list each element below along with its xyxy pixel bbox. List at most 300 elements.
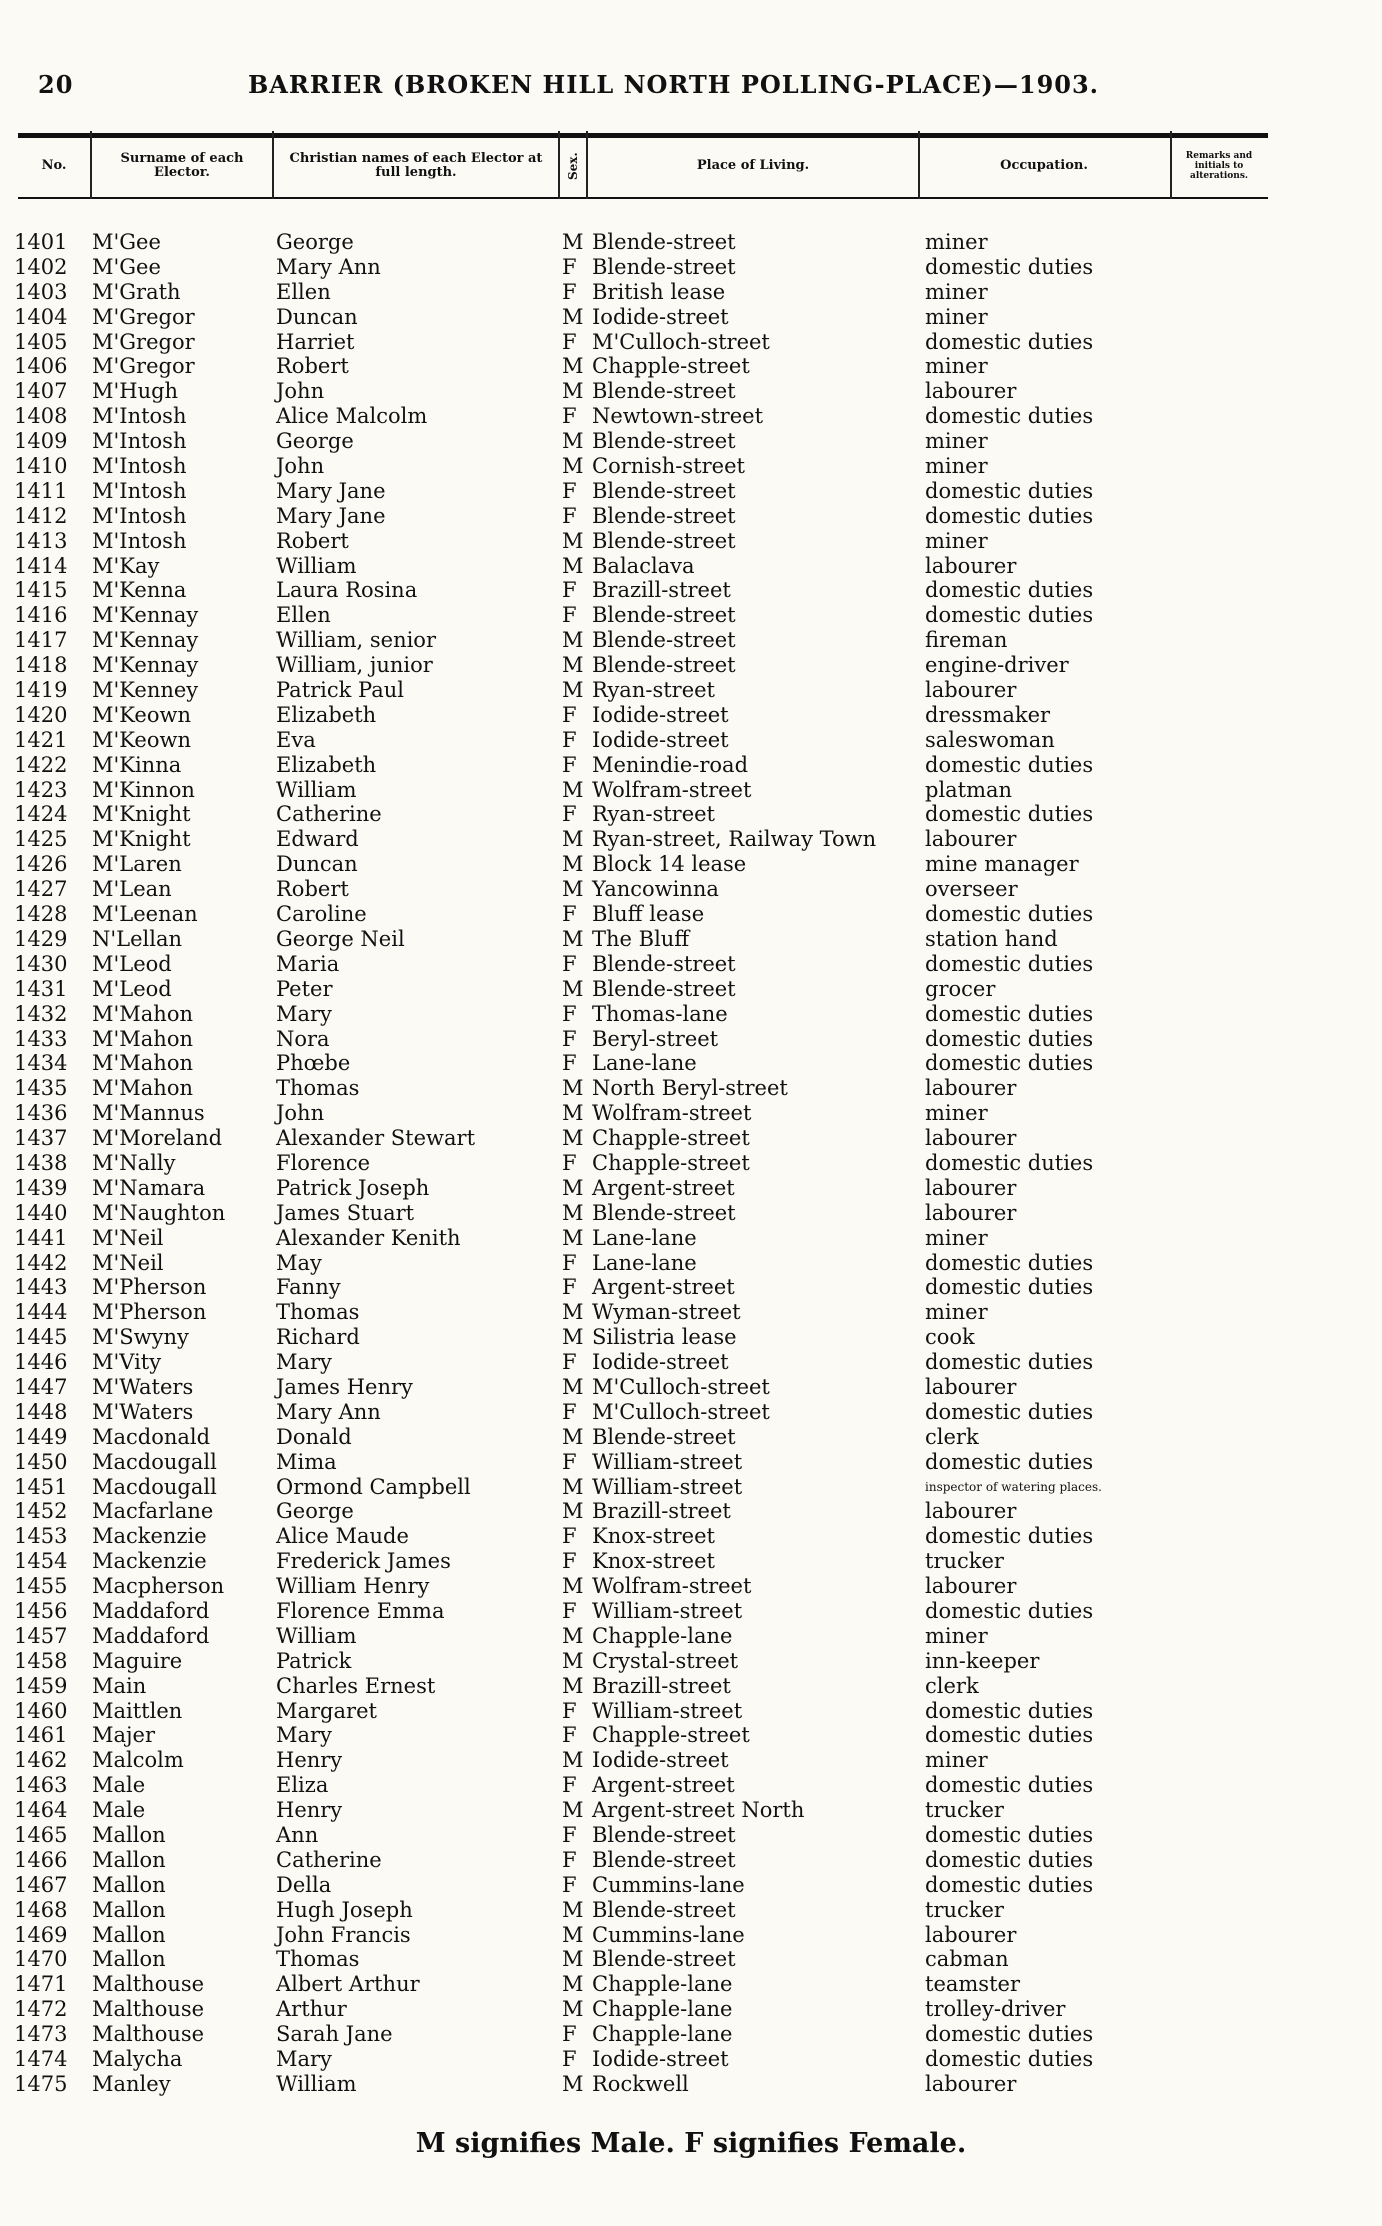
elector-occupation: domestic duties [925,1350,1094,1375]
header-rule-top [18,133,1268,138]
elector-number: 1452 [14,1499,68,1524]
column-header-no: No. [41,158,67,173]
elector-place-of-living: Knox-street [592,1549,715,1574]
elector-sex: M [562,777,584,802]
elector-sex: F [562,2022,577,2047]
elector-number: 1408 [14,404,68,429]
table-row [0,230,1382,255]
elector-surname: Maddaford [92,1623,210,1648]
table-row [0,1201,1382,1226]
elector-place-of-living: Blende-street [592,230,736,254]
elector-surname: M'Hugh [92,379,179,404]
column-header-place-of-living: Place of Living. [696,158,810,173]
table-row [0,902,1382,927]
column-divider [90,131,92,199]
elector-sex: M [562,827,584,852]
elector-surname: M'Keown [92,702,191,727]
table-row [0,2072,1382,2097]
elector-christian-names: Laura Rosina [276,578,418,603]
elector-christian-names: Robert [276,528,349,553]
elector-sex: M [562,1424,584,1449]
elector-number: 1423 [14,777,68,802]
elector-sex: M [562,1972,584,1997]
elector-christian-names: George Neil [276,926,405,951]
table-row [0,628,1382,653]
elector-occupation: labourer [925,1076,1017,1101]
elector-number: 1442 [14,1250,68,1275]
elector-christian-names: Eliza [276,1773,329,1798]
elector-christian-names: Sarah Jane [276,2022,393,2047]
elector-occupation: domestic duties [925,2022,1094,2047]
elector-surname: Malthouse [92,1972,205,1997]
elector-occupation: miner [925,1225,988,1250]
table-row [0,1524,1382,1549]
table-row [0,554,1382,579]
elector-place-of-living: Iodide-street [592,1350,729,1375]
elector-number: 1407 [14,379,68,404]
elector-place-of-living: Blende-street [592,628,736,653]
elector-surname: M'Kinnon [92,777,195,802]
elector-christian-names: Ormond Campbell [276,1474,471,1499]
elector-number: 1409 [14,429,68,454]
elector-number: 1405 [14,329,68,354]
elector-occupation: clerk [925,1424,979,1449]
elector-place-of-living: William-street [592,1598,743,1623]
elector-place-of-living: Blende-street [592,503,736,528]
table-row [0,1076,1382,1101]
elector-christian-names: William [276,777,357,802]
elector-christian-names: Della [276,1872,332,1897]
elector-place-of-living: Chapple-lane [592,1997,733,2022]
elector-place-of-living: Blende-street [592,976,736,1001]
elector-christian-names: Alice Malcolm [276,404,428,429]
elector-number: 1467 [14,1872,68,1897]
elector-number: 1440 [14,1200,68,1225]
table-row [0,429,1382,454]
elector-sex: M [562,354,584,379]
elector-place-of-living: Blende-street [592,951,736,976]
elector-place-of-living: Iodide-street [592,727,729,752]
elector-surname: M'Gee [92,230,161,254]
table-row [0,1549,1382,1574]
elector-occupation: domestic duties [925,1524,1094,1549]
elector-surname: Majer [92,1723,155,1748]
elector-christian-names: Phœbe [276,1051,351,1076]
elector-occupation: domestic duties [925,1847,1094,1872]
elector-number: 1457 [14,1623,68,1648]
elector-place-of-living: Blende-street [592,254,736,279]
elector-number: 1465 [14,1823,68,1847]
elector-christian-names: Robert [276,877,349,902]
elector-surname: M'Mahon [92,1051,193,1076]
elector-occupation: trucker [925,1549,1004,1574]
page-number: 20 [38,70,74,99]
elector-surname: M'Gregor [92,354,195,379]
elector-number: 1437 [14,1126,68,1151]
elector-surname: M'Leod [92,951,172,976]
elector-place-of-living: Chapple-street [592,1126,750,1151]
elector-place-of-living: Lane-lane [592,1051,697,1076]
elector-occupation: miner [925,528,988,553]
elector-number: 1454 [14,1549,68,1574]
table-row [0,529,1382,554]
elector-christian-names: Patrick Joseph [276,1175,430,1200]
column-header-christian-names: Christian names of each Elector at full length. [289,151,543,180]
table-row [0,1325,1382,1350]
table-row [0,1649,1382,1674]
elector-sex: F [562,1872,577,1897]
table-row [0,1425,1382,1450]
table-row [0,778,1382,803]
elector-place-of-living: Blende-street [592,1897,736,1922]
elector-sex: F [562,2047,577,2072]
elector-sex: M [562,1897,584,1922]
elector-sex: F [562,1350,577,1375]
table-row [0,877,1382,902]
elector-surname: M'Gee [92,254,161,279]
elector-sex: M [562,1374,584,1399]
table-row [0,1475,1382,1500]
elector-occupation: labourer [925,1200,1017,1225]
elector-number: 1431 [14,976,68,1001]
table-row [0,2047,1382,2072]
elector-place-of-living: Chapple-street [592,1723,750,1748]
elector-surname: M'Intosh [92,528,187,553]
table-row [0,354,1382,379]
elector-christian-names: Edward [276,827,359,852]
elector-surname: M'Gregor [92,304,195,329]
elector-sex: F [562,1773,577,1798]
elector-occupation: labourer [925,1574,1017,1599]
elector-christian-names: Richard [276,1325,360,1350]
elector-surname: M'Pherson [92,1300,207,1325]
elector-surname: Malycha [92,2047,183,2072]
elector-number: 1441 [14,1225,68,1250]
elector-sex: F [562,1001,577,1026]
elector-christian-names: Mima [276,1449,337,1474]
elector-place-of-living: Brazill-street [592,1499,731,1524]
elector-occupation: labourer [925,678,1017,703]
table-row [0,603,1382,628]
elector-place-of-living: Iodide-street [592,304,729,329]
table-row [0,1126,1382,1151]
elector-number: 1421 [14,727,68,752]
elector-christian-names: Arthur [276,1997,347,2022]
elector-occupation: platman [925,777,1013,802]
table-row [0,255,1382,280]
elector-place-of-living: Beryl-street [592,1026,719,1051]
elector-place-of-living: Silistria lease [592,1325,737,1350]
elector-surname: M'Moreland [92,1126,223,1151]
elector-number: 1422 [14,752,68,777]
elector-sex: M [562,877,584,902]
elector-number: 1472 [14,1997,68,2022]
elector-occupation: inn-keeper [925,1648,1040,1673]
elector-occupation: labourer [925,379,1017,404]
column-divider [918,131,920,199]
elector-number: 1403 [14,279,68,304]
elector-sex: F [562,603,577,628]
elector-occupation: domestic duties [925,1723,1094,1748]
table-row [0,1027,1382,1052]
elector-sex: F [562,702,577,727]
elector-number: 1418 [14,653,68,678]
elector-occupation: domestic duties [925,1598,1094,1623]
elector-sex: F [562,1598,577,1623]
elector-surname: Macdougall [92,1474,217,1499]
elector-sex: F [562,329,577,354]
elector-number: 1470 [14,1947,68,1972]
header-rule-bottom [18,197,1268,199]
elector-surname: Mackenzie [92,1549,207,1574]
elector-christian-names: William, junior [276,653,433,678]
elector-place-of-living: Argent-street [592,1275,735,1300]
elector-christian-names: Nora [276,1026,330,1051]
elector-sex: M [562,1748,584,1773]
elector-sex: M [562,1798,584,1823]
elector-surname: M'Mannus [92,1101,205,1126]
elector-place-of-living: Chapple-lane [592,2022,733,2047]
elector-christian-names: Thomas [276,1947,360,1972]
elector-surname: M'Kennay [92,628,199,653]
elector-place-of-living: Cummins-lane [592,1872,745,1897]
elector-occupation: miner [925,429,988,454]
elector-surname: Macdonald [92,1424,211,1449]
elector-sex: F [562,727,577,752]
elector-christian-names: George [276,1499,354,1524]
elector-occupation: fireman [925,628,1008,653]
elector-place-of-living: Yancowinna [592,877,719,902]
elector-christian-names: Margaret [276,1698,377,1723]
elector-surname: Mallon [92,1922,166,1947]
table-row [0,330,1382,355]
elector-sex: F [562,1847,577,1872]
elector-sex: F [562,1051,577,1076]
sex-legend-footer: M signifies Male. F signifies Female. [415,2128,967,2159]
elector-christian-names: Hugh Joseph [276,1897,413,1922]
table-row [0,1699,1382,1724]
elector-occupation: domestic duties [925,503,1094,528]
elector-occupation: teamster [925,1972,1020,1997]
elector-surname: M'Intosh [92,478,187,503]
elector-place-of-living: The Bluff [592,926,690,951]
elector-christian-names: Mary [276,1350,332,1375]
elector-place-of-living: Blende-street [592,1200,736,1225]
elector-place-of-living: Balaclava [592,553,695,578]
elector-sex: M [562,1225,584,1250]
table-row [0,1624,1382,1649]
elector-surname: M'Neil [92,1250,164,1275]
elector-christian-names: Mary Jane [276,503,386,528]
elector-place-of-living: Wolfram-street [592,1101,752,1126]
elector-surname: M'Waters [92,1374,194,1399]
elector-sex: M [562,1574,584,1599]
table-row [0,1151,1382,1176]
table-row [0,1873,1382,1898]
elector-christian-names: Mary Ann [276,1399,381,1424]
elector-occupation: domestic duties [925,1773,1094,1798]
elector-occupation: domestic duties [925,951,1094,976]
elector-surname: Mallon [92,1947,166,1972]
elector-sex: F [562,404,577,429]
elector-surname: M'Knight [92,827,191,852]
elector-christian-names: Elizabeth [276,702,377,727]
table-row [0,802,1382,827]
elector-surname: Malthouse [92,1997,205,2022]
elector-surname: M'Mahon [92,1001,193,1026]
elector-place-of-living: William-street [592,1698,743,1723]
elector-surname: Manley [92,2071,171,2096]
elector-place-of-living: Ryan-street [592,678,715,703]
elector-occupation: miner [925,454,988,479]
elector-surname: Male [92,1798,146,1823]
table-row [0,927,1382,952]
elector-surname: Maddaford [92,1598,210,1623]
elector-sex: M [562,628,584,653]
elector-surname: M'Kenney [92,678,199,703]
elector-number: 1435 [14,1076,68,1101]
table-row [0,1499,1382,1524]
elector-surname: Maguire [92,1648,183,1673]
elector-christian-names: May [276,1250,322,1275]
elector-surname: Macfarlane [92,1499,214,1524]
elector-number: 1444 [14,1300,68,1325]
elector-place-of-living: Ryan-street [592,802,715,827]
elector-number: 1446 [14,1350,68,1375]
table-row [0,1997,1382,2022]
elector-sex: F [562,279,577,304]
elector-christian-names: Duncan [276,304,358,329]
table-row [0,728,1382,753]
elector-occupation: grocer [925,976,996,1001]
elector-sex: M [562,429,584,454]
elector-occupation: labourer [925,1175,1017,1200]
elector-number: 1473 [14,2022,68,2047]
elector-surname: M'Waters [92,1399,194,1424]
elector-occupation: domestic duties [925,1275,1094,1300]
column-header-remarks: Remarks and initials to alterations. [1185,151,1253,181]
table-row [0,1848,1382,1873]
elector-number: 1404 [14,304,68,329]
elector-christian-names: Robert [276,354,349,379]
elector-place-of-living: Lane-lane [592,1250,697,1275]
elector-number: 1420 [14,702,68,727]
elector-sex: M [562,1474,584,1499]
elector-place-of-living: Wyman-street [592,1300,741,1325]
elector-christian-names: Duncan [276,852,358,877]
elector-christian-names: Albert Arthur [276,1972,420,1997]
elector-surname: M'Neil [92,1225,164,1250]
elector-surname: Mallon [92,1847,166,1872]
elector-place-of-living: Argent-street North [592,1798,805,1823]
table-row [0,703,1382,728]
elector-sex: F [562,802,577,827]
elector-number: 1428 [14,902,68,927]
table-row [0,1275,1382,1300]
elector-occupation: station hand [925,926,1058,951]
elector-christian-names: Patrick Paul [276,678,405,703]
elector-place-of-living: Brazill-street [592,578,731,603]
elector-christian-names: Eva [276,727,316,752]
elector-occupation: trucker [925,1897,1004,1922]
elector-number: 1448 [14,1399,68,1424]
elector-surname: M'Intosh [92,503,187,528]
elector-sex: M [562,1997,584,2022]
elector-number: 1439 [14,1175,68,1200]
elector-place-of-living: Chapple-lane [592,1972,733,1997]
elector-occupation: cook [925,1325,975,1350]
table-row [0,1773,1382,1798]
table-row [0,1002,1382,1027]
elector-place-of-living: Cummins-lane [592,1922,745,1947]
elector-number: 1414 [14,553,68,578]
table-row [0,2022,1382,2047]
elector-place-of-living: Lane-lane [592,1225,697,1250]
elector-occupation: domestic duties [925,478,1094,503]
elector-number: 1456 [14,1598,68,1623]
elector-number: 1460 [14,1698,68,1723]
elector-occupation: labourer [925,2071,1017,2096]
elector-number: 1401 [14,230,68,254]
elector-surname: Macdougall [92,1449,217,1474]
elector-sex: M [562,528,584,553]
elector-sex: F [562,1150,577,1175]
elector-number: 1413 [14,528,68,553]
elector-christian-names: George [276,230,354,254]
elector-number: 1415 [14,578,68,603]
table-row [0,1972,1382,1997]
elector-occupation: miner [925,279,988,304]
elector-christian-names: Mary [276,1001,332,1026]
column-header-occupation: Occupation. [1000,158,1088,173]
table-row [0,1947,1382,1972]
elector-number: 1424 [14,802,68,827]
table-row [0,1748,1382,1773]
elector-sex: M [562,454,584,479]
elector-sex: M [562,230,584,254]
elector-place-of-living: Thomas-lane [592,1001,728,1026]
elector-number: 1462 [14,1748,68,1773]
elector-place-of-living: Blende-street [592,379,736,404]
elector-number: 1443 [14,1275,68,1300]
elector-surname: M'Kenna [92,578,187,603]
table-row [0,1300,1382,1325]
elector-number: 1430 [14,951,68,976]
elector-number: 1449 [14,1424,68,1449]
elector-place-of-living: Chapple-lane [592,1623,733,1648]
elector-occupation: domestic duties [925,802,1094,827]
table-row [0,404,1382,429]
elector-number: 1436 [14,1101,68,1126]
table-row [0,1574,1382,1599]
elector-christian-names: James Stuart [276,1200,415,1225]
elector-sex: M [562,976,584,1001]
elector-number: 1438 [14,1150,68,1175]
elector-christian-names: John [276,454,325,479]
elector-number: 1458 [14,1648,68,1673]
elector-occupation: domestic duties [925,1001,1094,1026]
elector-surname: M'Laren [92,852,182,877]
elector-number: 1471 [14,1972,68,1997]
elector-number: 1445 [14,1325,68,1350]
elector-christian-names: Peter [276,976,333,1001]
elector-number: 1419 [14,678,68,703]
elector-christian-names: Catherine [276,1847,382,1872]
elector-occupation: inspector of watering places. [925,1479,1102,1494]
elector-christian-names: Ann [276,1823,319,1847]
elector-occupation: domestic duties [925,1449,1094,1474]
elector-sex: M [562,1101,584,1126]
